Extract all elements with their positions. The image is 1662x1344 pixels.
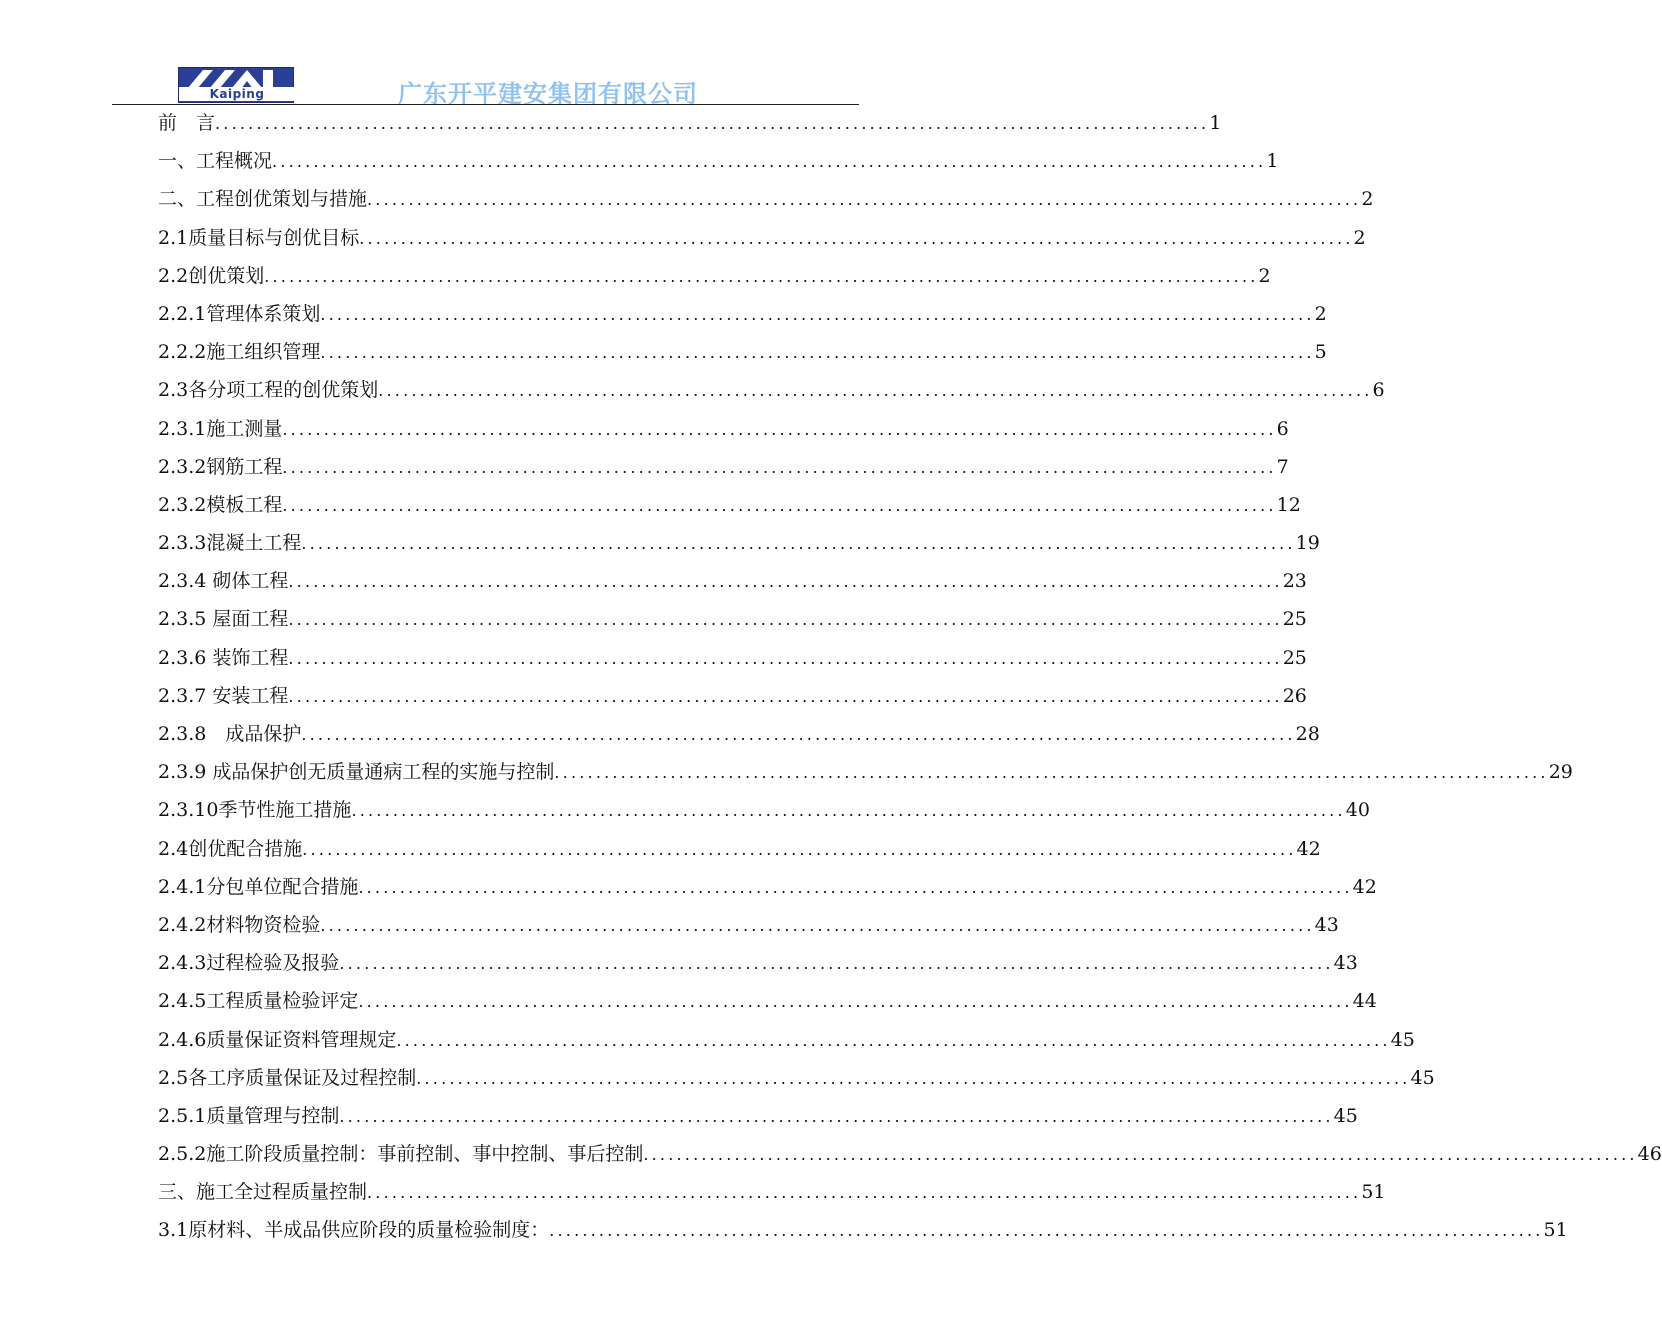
toc-dot-leader: ........................................................................................................................ [264,266,1259,286]
logo-text: Kaiping [179,87,295,101]
toc-entry[interactable] [158,184,1374,222]
toc-entry-title: 2.3各分项工程的创优策划 [158,379,379,402]
toc-dot-leader: ........................................................................................................................ [215,114,1210,133]
toc-entry-title: 2.5各工序质量保证及过程控制 [158,1066,417,1089]
toc-entry-title: 2.3.8 成品保护 [158,723,302,745]
toc-entry-title: 2.5.1质量管理与控制 [158,1104,340,1127]
toc-entry-title: 2.4.1分包单位配合措施 [158,875,359,898]
toc-dot-leader: ........................................................................................................................ [288,686,1283,706]
toc-entry[interactable] [158,528,1320,566]
toc-entry[interactable] [158,1215,1568,1253]
toc-entry-title: 前 言 [158,112,216,134]
toc-entry-title: 2.4.5工程质量检验评定 [158,990,359,1013]
toc-dot-leader: ........................................................................................................................ [351,801,1346,821]
toc-dot-leader: ........................................................................................................................ [378,381,1373,401]
toc-page-number: 19 [1295,532,1320,555]
toc-page-number: 25 [1282,608,1307,631]
toc-dot-leader: ........................................................................................................................ [320,915,1315,935]
toc-entry[interactable] [158,834,1321,872]
toc-dot-leader: ........................................................................................................................ [554,763,1549,783]
toc-dot-leader: ........................................................................................................................ [282,419,1277,439]
toc-entry[interactable] [158,1101,1358,1139]
toc-dot-leader: ........................................................................................................................ [288,610,1283,630]
toc-dot-leader: ........................................................................................................................ [396,1030,1391,1050]
toc-page-number: 43 [1314,913,1339,936]
toc-page-number: 6 [1372,379,1385,402]
toc-entry-title: 2.5.2施工阶段质量控制：事前控制、事中控制、事后控制 [158,1143,644,1166]
toc-entry[interactable] [158,643,1307,681]
toc-page-number: 2 [1314,302,1327,325]
toc-dot-leader: ........................................................................................................................ [367,190,1362,210]
toc-dot-leader: ........................................................................................................................ [643,1145,1638,1165]
toc-entry[interactable] [158,299,1327,337]
page-header [0,0,950,110]
toc-page-number: 45 [1390,1028,1415,1051]
toc-entry-title: 一、工程概况 [158,150,273,173]
toc-page-number: 6 [1276,417,1289,440]
toc-entry-title: 2.3.9 成品保护创无质量通病工程的实施与控制 [158,761,555,784]
toc-dot-leader: ........................................................................................................................ [302,839,1297,859]
toc-entry-title: 2.3.5 屋面工程 [158,608,289,631]
toc-dot-leader: ........................................................................................................................ [272,152,1267,172]
company-name: 广东开平建安集团有限公司 [398,80,698,108]
toc-entry[interactable] [158,604,1307,642]
toc-entry-title: 2.4创优配合措施 [158,837,303,860]
toc-page-number: 40 [1345,799,1370,822]
toc-page-number: 44 [1352,990,1377,1013]
toc-entry[interactable] [158,414,1289,452]
toc-entry-title: 2.3.2模板工程 [158,493,283,516]
header-divider [112,104,859,105]
toc-entry-title: 2.3.7 安装工程 [158,684,289,707]
toc-entry-title: 二、工程创优策划与措施 [158,188,368,211]
toc-entry[interactable] [158,1177,1386,1215]
toc-entry[interactable] [158,375,1385,413]
toc-page-number: 45 [1410,1066,1435,1089]
toc-entry-title: 2.4.6质量保证资料管理规定 [158,1028,397,1051]
toc-page-number: 45 [1333,1104,1358,1127]
toc-page-number: 28 [1295,723,1320,745]
toc-entry-title: 2.4.2材料物资检验 [158,913,321,936]
toc-entry-title: 2.2创优策划 [158,264,265,287]
toc-page-number: 25 [1282,646,1307,669]
toc-dot-leader: ........................................................................................................................ [359,228,1354,248]
toc-page-number: 5 [1314,341,1327,364]
toc-dot-leader: ........................................................................................................................ [301,534,1296,554]
toc-entry-title: 2.3.3混凝土工程 [158,532,302,555]
toc-entry-title: 2.3.6 装饰工程 [158,646,289,669]
toc-page-number: 12 [1276,493,1301,516]
toc-page-number: 51 [1361,1181,1386,1204]
toc-entry[interactable] [158,452,1289,490]
toc-page-number: 46 [1637,1143,1662,1166]
toc-page-number: 42 [1352,875,1377,898]
toc-page-number: 2 [1258,264,1271,287]
toc-entry[interactable] [158,223,1366,261]
toc-page-number: 51 [1543,1219,1568,1242]
toc-entry-title: 2.2.2施工组织管理 [158,341,321,364]
toc-entry[interactable] [158,566,1307,604]
toc-entry[interactable] [158,108,1222,146]
toc-entry[interactable] [158,1063,1435,1101]
toc-entry[interactable] [158,1139,1662,1177]
toc-page-number: 26 [1282,684,1307,707]
toc-entry-title: 2.3.4 砌体工程 [158,570,289,593]
toc-entry[interactable] [158,490,1301,528]
toc-entry-title: 2.3.1施工测量 [158,417,283,440]
toc-dot-leader: ........................................................................................................................ [358,877,1353,897]
toc-entry[interactable] [158,261,1271,299]
toc-entry[interactable] [158,337,1327,375]
toc-page-number: 1 [1209,112,1222,134]
toc-dot-leader: ........................................................................................................................ [358,992,1353,1012]
toc-dot-leader: ........................................................................................................................ [339,954,1334,974]
toc-dot-leader: ........................................................................................................................ [367,1183,1362,1203]
toc-dot-leader: ........................................................................................................................ [549,1221,1544,1241]
toc-entry-title: 2.3.10季节性施工措施 [158,799,352,822]
toc-page-number: 1 [1266,150,1279,173]
toc-entry[interactable] [158,681,1307,719]
toc-entry-title: 2.4.3过程检验及报验 [158,952,340,975]
toc-page-number: 2 [1353,226,1366,249]
toc-dot-leader: ........................................................................................................................ [282,457,1277,477]
toc-dot-leader: ........................................................................................................................ [320,304,1315,324]
toc-dot-leader: ........................................................................................................................ [288,572,1283,592]
toc-page-number: 2 [1361,188,1374,211]
toc-dot-leader: ........................................................................................................................ [288,648,1283,668]
toc-entry[interactable] [158,948,1358,986]
toc-page-number: 43 [1333,952,1358,975]
toc-entry-title: 2.1质量目标与创优目标 [158,226,360,249]
table-of-contents [158,108,1662,1254]
toc-entry[interactable] [158,719,1320,757]
toc-page-number: 23 [1282,570,1307,593]
kaiping-logo [178,67,294,103]
toc-entry-title: 三、施工全过程质量控制 [158,1181,368,1204]
toc-entry-title: 2.2.1管理体系策划 [158,302,321,325]
toc-entry-title: 3.1原材料、半成品供应阶段的质量检验制度： [158,1219,550,1242]
toc-entry[interactable] [158,757,1573,795]
toc-entry[interactable] [158,872,1377,910]
toc-dot-leader: ........................................................................................................................ [416,1068,1411,1088]
toc-entry[interactable] [158,910,1339,948]
toc-entry-title: 2.3.2钢筋工程 [158,455,283,478]
toc-entry[interactable] [158,1025,1415,1063]
toc-entry[interactable] [158,795,1370,833]
toc-page-number: 42 [1296,837,1321,860]
toc-dot-leader: ........................................................................................................................ [282,495,1277,515]
toc-entry[interactable] [158,986,1377,1024]
toc-dot-leader: ........................................................................................................................ [320,343,1315,363]
toc-page-number: 7 [1276,455,1289,478]
toc-page-number: 29 [1548,761,1573,784]
toc-entry[interactable] [158,146,1279,184]
toc-dot-leader: ........................................................................................................................ [301,725,1296,744]
toc-dot-leader: ........................................................................................................................ [339,1106,1334,1126]
